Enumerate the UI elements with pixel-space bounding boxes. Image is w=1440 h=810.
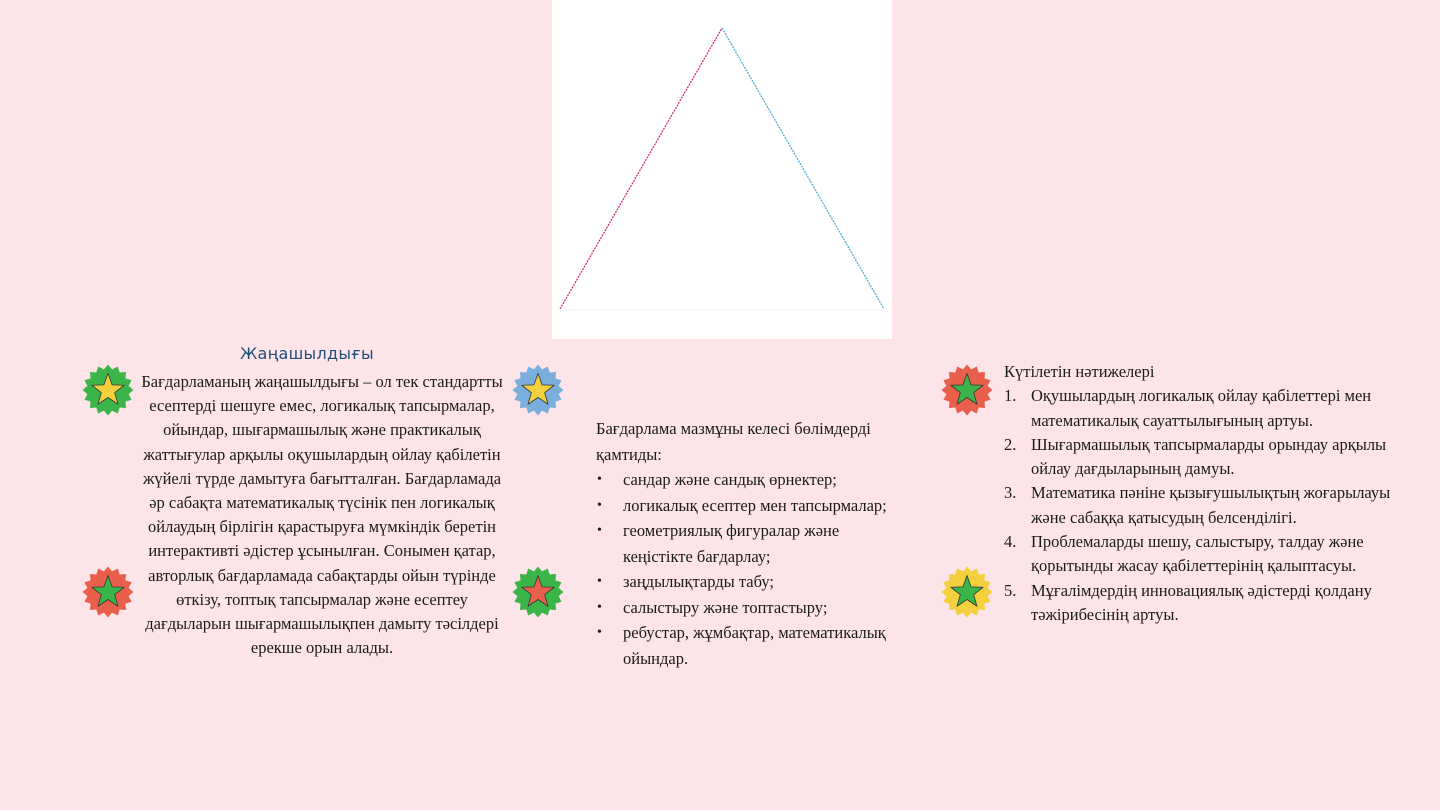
triangle-panel	[552, 0, 892, 339]
star-badge-icon	[82, 364, 134, 416]
list-item: • сандар және сандық өрнектер;	[596, 467, 896, 493]
list-item: • заңдылықтарды табу;	[596, 569, 896, 595]
star-badge-icon	[512, 566, 564, 618]
results-list	[1004, 384, 1404, 627]
triangle-right-edge	[722, 28, 884, 309]
triangle-diagram	[552, 0, 892, 339]
star-badge-icon	[82, 566, 134, 618]
expected-results	[1004, 360, 1404, 627]
triangle-left-edge	[560, 28, 722, 309]
list-item: • салыстыру және топтастыру;	[596, 595, 896, 621]
content-intro: Бағдарлама мазмұны келесі бөлімдерді қамтиды:	[596, 419, 871, 464]
bullet-icon: •	[597, 523, 602, 538]
star-badge-icon	[941, 566, 993, 618]
list-item: 5. Мұғалімдердің инновациялық әдістерді қолдану тәжірибесінің артуы.	[1004, 580, 1372, 624]
star-badge-icon	[941, 364, 993, 416]
list-item: 4. Проблемаларды шешу, салыстыру, талдау және қорытынды жасау қабілеттерінің қалыптасуы.	[1004, 532, 1364, 576]
novelty-heading: Жаңашылдығы	[240, 344, 374, 363]
bullet-icon: •	[597, 574, 602, 589]
content-list	[596, 467, 896, 671]
bullet-icon: •	[597, 472, 602, 487]
bullet-icon: •	[597, 599, 602, 615]
list-item: 3. Математика пәніне қызығушылықтың жоғарылауы және сабаққа қатысудың белсенділігі.	[1004, 483, 1391, 527]
novelty-text: Бағдарламаның жаңашылдығы – ол тек стандартты есептерді шешуге емес, логикалық тапсырмалар, ойындар, шығармашылық және практикалық жаттығулар арқылы оқушылардың ойлау қабілетін жүйелі түрде дамытуға бағытталған. Бағдарламада әр сабақта математикалық түсінік пен логикалық ойлаудың бірлігін қарастыруға мүмкіндік беретін интерактивті әдістер ұсынылған. Сонымен қатар, авторлық бағдарламада сабақтарды ойын түрінде өткізу, топтық тапсырмалар және есептеу дағдыларын шығармашылықпен дамыту тәсілдері ерекше орын алады.	[141, 372, 503, 658]
bullet-icon: •	[597, 497, 602, 513]
list-item: • геометриялық фигуралар және кеңістікте бағдарлау;	[596, 518, 896, 569]
list-item: 1. Оқушылардың логикалық ойлау қабілеттері мен математикалық сауаттылығының артуы.	[1004, 386, 1372, 430]
program-content	[596, 416, 896, 671]
list-item: 2. Шығармашылық тапсырмаларды орындау арқылы ойлау дағдыларының дамуы.	[1004, 434, 1387, 479]
bullet-icon: •	[597, 625, 602, 640]
star-badge-icon	[512, 364, 564, 416]
list-item: • логикалық есептер мен тапсырмалар;	[596, 493, 896, 519]
results-heading: Күтілетін нәтижелері	[1004, 362, 1155, 381]
list-item: • ребустар, жұмбақтар, математикалық ойындар.	[596, 620, 896, 671]
